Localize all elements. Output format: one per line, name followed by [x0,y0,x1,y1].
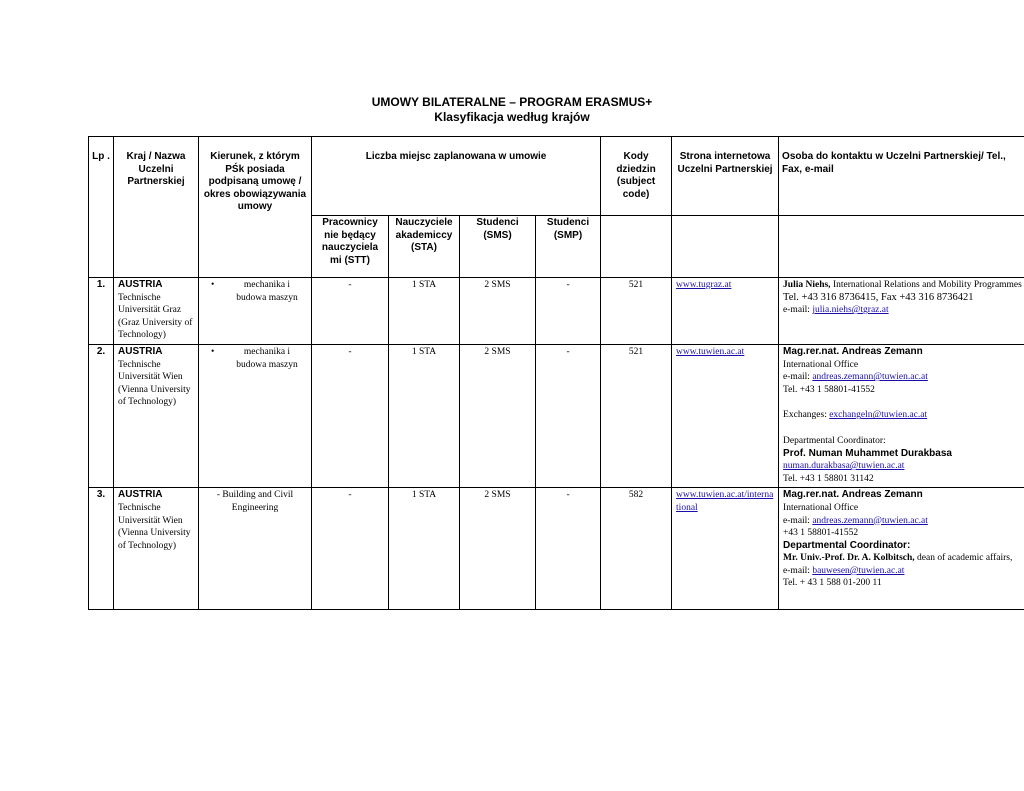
dept-tel: Tel. +43 1 58801 31142 [783,473,874,484]
contact-tel: Tel. +43 1 58801-41552 [783,384,875,395]
field-cell [199,344,312,487]
sms-value: 2 SMS [460,344,536,487]
contact-cell [779,278,1024,345]
contact-tel: Tel. +43 316 8736415, Fax +43 316 8736421 [783,291,974,303]
exchanges-email-link[interactable]: exchangeln@tuwien.ac.at [829,410,928,421]
dept-email-link[interactable]: bauwesen@tuwien.ac.at [812,565,905,576]
sta-value: 1 STA [389,278,460,345]
stt-value: - [312,488,389,610]
dept-coordinator-name: Mr. Univ.-Prof. Dr. A. Kolbitsch, [783,553,915,564]
website-link[interactable]: www.tuwien.ac.at/international [676,490,774,513]
university-name: Technische Universität Wien (Vienna University of Technology) [118,359,191,408]
contact-email-link[interactable]: andreas.zemann@tuwien.ac.at [812,515,928,526]
contact-role: International Relations and Mobility Programmes [832,280,1022,290]
field-name: mechanika i budowa maszyn [236,346,298,370]
university-cell [114,488,199,610]
contact-email-link[interactable]: andreas.zemann@tuwien.ac.at [812,372,928,383]
contact-office: International Office [783,502,859,513]
field-cell [199,278,312,345]
table-header-row [89,137,1024,216]
website-cell [672,488,779,610]
table-row [89,344,1024,487]
dept-coordinator-role: dean of academic affairs, [917,553,1013,564]
subject-code: 521 [601,344,672,487]
sta-value: 1 STA [389,344,460,487]
field-cell [199,488,312,610]
dept-coordinator-label: Departmental Coordinator: [783,539,911,551]
email-label: e-mail: [783,515,810,526]
contact-tel: +43 1 58801-41552 [783,528,859,539]
university-cell [114,278,199,345]
sms-value: 2 SMS [460,488,536,610]
email-label: e-mail: [783,305,810,316]
header-places: Liczba miejsc zaplanowana w umowie [312,137,601,216]
table-row [89,488,1024,610]
header-website: Strona internetowa Uczelni Partnerskiej [672,137,779,216]
contact-name: Mag.rer.nat. Andreas Zemann [783,489,923,501]
header-sms: Studenci (SMS) [460,216,536,278]
dept-tel: Tel. + 43 1 588 01-200 11 [783,578,882,589]
exchanges-label: Exchanges: [783,410,827,421]
country-name: AUSTRIA [118,279,163,290]
contact-cell [779,344,1024,487]
website-link[interactable]: www.tugraz.at [676,280,732,290]
university-cell [114,344,199,487]
field-name: - Building and Civil Engineering [216,490,294,513]
website-cell [672,344,779,487]
stt-value: - [312,344,389,487]
table-row [89,278,1024,345]
header-contact: Osoba do kontaktu w Uczelni Partnerskiej/ Tel., Fax, e-mail [779,137,1024,216]
smp-value: - [536,488,601,610]
contact-office: International Office [783,359,859,370]
dept-coordinator-label: Departmental Coordinator: [783,435,886,446]
email-label: e-mail: [783,372,810,383]
header-lp: Lp . [89,137,114,216]
header-stt: Pracownicy nie będący nauczyciela mi (STT) [312,216,389,278]
agreements-table [88,136,1024,610]
bullet-icon: • [211,280,215,290]
contact-email-link[interactable]: julia.niehs@tgraz.at [812,305,889,316]
row-number: 3. [89,488,114,610]
dept-coordinator-name: Prof. Numan Muhammet Durakbasa [783,447,952,459]
table-subheader-row [89,216,1024,278]
smp-value: - [536,278,601,345]
sms-value: 2 SMS [460,278,536,345]
field-name: mechanika i budowa maszyn [236,280,298,303]
country-name: AUSTRIA [118,345,163,357]
subject-code: 582 [601,488,672,610]
row-number: 1. [89,278,114,345]
website-cell [672,278,779,345]
contact-name: Mag.rer.nat. Andreas Zemann [783,345,923,357]
header-field: Kierunek, z którym PŚk posiada podpisaną umowę / okres obowiązywania umowy [199,137,312,216]
subject-code: 521 [601,278,672,345]
document-title: UMOWY BILATERALNE – PROGRAM ERASMUS+ [371,95,653,109]
bullet-icon: • [211,346,215,357]
university-name: Technische Universität Graz (Graz University of Technology) [118,292,193,341]
dept-email-label: e-mail: [783,565,810,576]
contact-cell [779,488,1024,610]
sta-value: 1 STA [389,488,460,610]
stt-value: - [312,278,389,345]
contact-name: Julia Niehs, [783,280,831,290]
website-link[interactable]: www.tuwien.ac.at [676,346,745,357]
header-smp: Studenci (SMP) [536,216,601,278]
smp-value: - [536,344,601,487]
country-name: AUSTRIA [118,489,163,501]
document-subtitle: Klasyfikacja według krajów [434,110,590,124]
header-country: Kraj / Nazwa Uczelni Partnerskiej [114,137,199,216]
header-sta: Nauczyciele akademiccy (STA) [389,216,460,278]
university-name: Technische Universität Wien (Vienna University of Technology) [118,502,191,551]
header-codes: Kody dziedzin (subject code) [601,137,672,216]
row-number: 2. [89,344,114,487]
dept-email-link[interactable]: numan.durakbasa@tuwien.ac.at [783,461,905,472]
